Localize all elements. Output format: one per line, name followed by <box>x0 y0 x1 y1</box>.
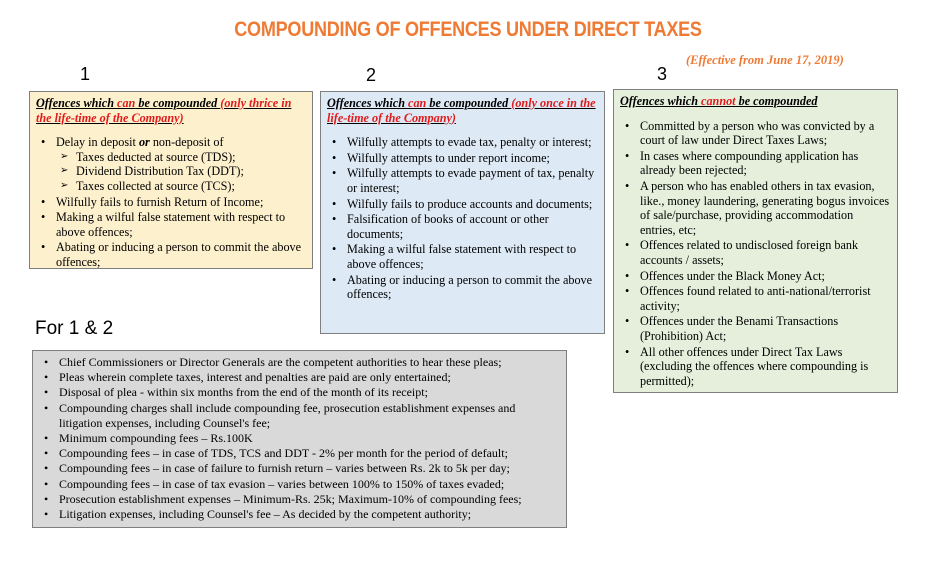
list-item: • Wilfully attempts to under report income; <box>347 151 598 166</box>
compoundable-thrice-box <box>29 91 313 269</box>
column-number-2: 2 <box>366 65 377 85</box>
list-item: • Offences found related to anti-national/terrorist activity; <box>640 284 891 313</box>
compoundable-once-box <box>320 91 605 334</box>
effective-date: (Effective from June 17, 2019) <box>686 53 844 67</box>
box2-list <box>327 135 598 302</box>
sub-list <box>56 150 306 194</box>
list-item: • A person who has enabled others in tax evasion, like., money laundering, generating bogus invoices of sale/purchase, providing accommodation entries, etc; <box>640 179 891 237</box>
box1-heading: Offences which can be compounded (only thrice in the life-time of the Company) <box>36 96 292 125</box>
list-item: • Committed by a person who was convicted by a court of law under Direct Taxes Laws; <box>640 119 891 148</box>
list-item: • Chief Commissioners or Director Generals are the competent authorities to hear these pleas; <box>59 355 560 370</box>
box1-list <box>36 135 306 269</box>
list-item: • Compounding fees – in case of TDS, TCS and DDT - 2% per month for the period of default; <box>59 446 560 461</box>
list-item: • Compounding fees – in case of failure to furnish return – varies between Rs. 2k to 5k per day; <box>59 461 560 476</box>
list-item: • Compounding fees – in case of tax evasion – varies between 100% to 150% of taxes evaded; <box>59 477 560 492</box>
box3-list <box>620 119 891 389</box>
list-item: • Making a wilful false statement with respect to above offences; <box>56 210 306 239</box>
list-item: • Wilfully attempts to evade payment of tax, penalty or interest; <box>347 166 598 195</box>
column-number-3: 3 <box>657 64 668 84</box>
list-item: • Compounding charges shall include compounding fee, prosecution establishment expenses and litigation expenses, including Counsel's fee; <box>59 401 560 431</box>
list-item: • Making a wilful false statement with respect to above offences; <box>347 242 598 271</box>
list-item: • Offences under the Benami Transactions (Prohibition) Act; <box>640 314 891 343</box>
list-item: • Delay in deposit or non-deposit of ➢ Taxes deducted at source (TDS); ➢ Dividend Distribution Tax (DDT); ➢ Taxes collected at source (TCS); <box>56 135 306 193</box>
list-item: • Prosecution establishment expenses – Minimum-Rs. 25k; Maximum-10% of compounding fees; <box>59 492 560 507</box>
list-item: • Disposal of plea - within six months from the end of the month of its receipt; <box>59 385 560 400</box>
list-item: • Wilfully fails to produce accounts and documents; <box>347 197 598 212</box>
column-number-1: 1 <box>80 64 91 84</box>
list-item: • All other offences under Direct Tax Laws (excluding the offences where compounding is permitted); <box>640 345 891 389</box>
box2-heading: Offences which can be compounded (only once in the life-time of the Company) <box>327 96 596 125</box>
list-item: • Offences under the Black Money Act; <box>640 269 891 284</box>
page-title: COMPOUNDING OF OFFENCES UNDER DIRECT TAXES <box>234 18 702 41</box>
for-1-and-2-label: For 1 & 2 <box>35 318 114 339</box>
box3-heading: Offences which cannot be compounded <box>620 94 818 108</box>
list-item: • Wilfully fails to furnish Return of Income; <box>56 195 306 210</box>
list-item: • Minimum compounding fees – Rs.100K <box>59 431 560 446</box>
sub-list-item: ➢ Taxes deducted at source (TDS); <box>76 150 306 165</box>
list-item: • Falsification of books of account or other documents; <box>347 212 598 241</box>
list-item: • Litigation expenses, including Counsel's fee – As decided by the competent authority; <box>59 507 560 522</box>
list-item: • Offences related to undisclosed foreign bank accounts / assets; <box>640 238 891 267</box>
common-rules-box <box>32 350 567 528</box>
sub-list-item: ➢ Dividend Distribution Tax (DDT); <box>76 164 306 179</box>
list-item: • Pleas wherein complete taxes, interest and penalties are paid are only entertained; <box>59 370 560 385</box>
sub-list-item: ➢ Taxes collected at source (TCS); <box>76 179 306 194</box>
list-item: • Wilfully attempts to evade tax, penalty or interest; <box>347 135 598 150</box>
list-item: • Abating or inducing a person to commit the above offences; <box>56 240 306 269</box>
not-compoundable-box <box>613 89 898 393</box>
list-item: • In cases where compounding application has already been rejected; <box>640 149 891 178</box>
box4-list <box>39 355 560 522</box>
list-item: • Abating or inducing a person to commit the above offences; <box>347 273 598 302</box>
